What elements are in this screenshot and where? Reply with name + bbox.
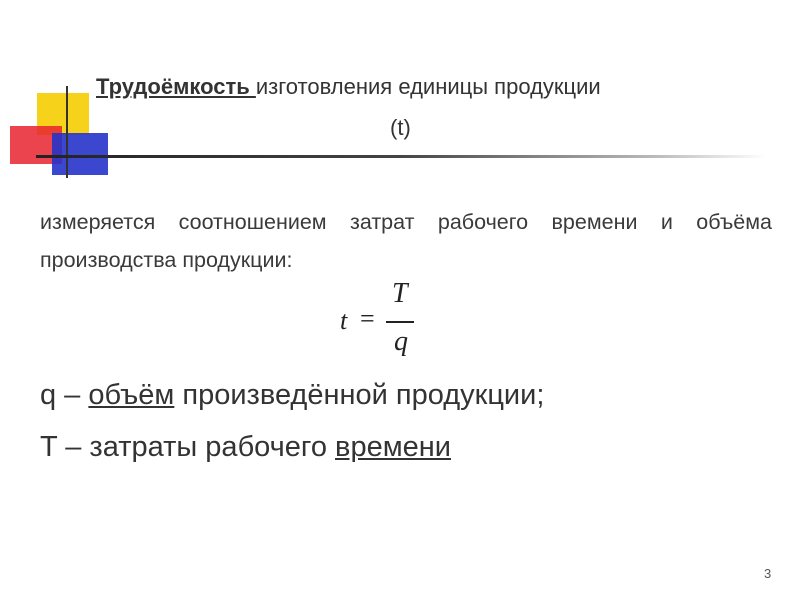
slide-title [96,74,786,100]
definition-suffix: произведённой продукции; [174,379,545,411]
title-symbol: (t) [390,115,411,140]
fraction-bar [386,321,414,323]
definition-prefix: q – [40,379,89,411]
decor-blue-square [52,133,108,175]
title-term: Трудоёмкость [96,74,256,99]
formula-denominator: q [394,326,408,357]
formula [334,280,434,372]
page-number: 3 [764,566,772,581]
title-divider-line [36,155,766,158]
formula-lhs: t [340,306,348,335]
title-rest: изготовления единицы продукции [255,74,601,99]
definition-T [40,431,451,464]
decor-vertical-line [66,86,68,178]
description-text: измеряется соотношением затрат рабочего времени и объёма производства продукции: [40,210,772,272]
formula-numerator: T [392,278,408,309]
definition-underlined: времени [335,431,451,463]
definition-prefix: T – затраты рабочего [40,431,336,463]
formula-equals: = [360,304,375,333]
definition-q [40,379,544,412]
definition-underlined: объём [88,379,175,411]
